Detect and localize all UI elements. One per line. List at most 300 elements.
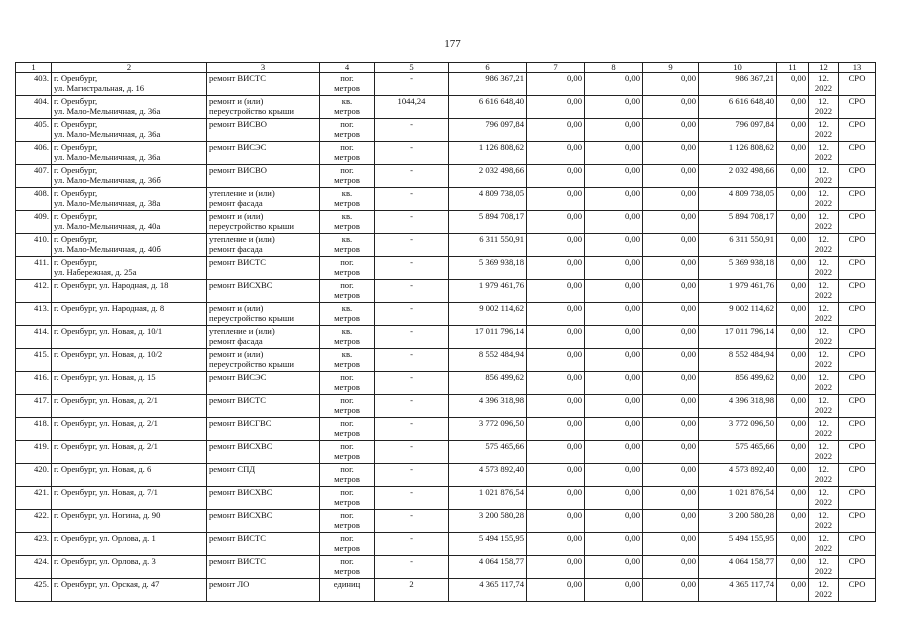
cost-col9-cell: 0,00: [643, 234, 699, 257]
row-number-cell: 412.: [16, 280, 52, 303]
method-cell: СРО: [839, 326, 876, 349]
cost-col10-cell: 575 465,66: [699, 441, 777, 464]
cost-col10-cell: 4 573 892,40: [699, 464, 777, 487]
quantity-cell: -: [375, 142, 449, 165]
quantity-cell: 1044,24: [375, 96, 449, 119]
total-cost-cell: 796 097,84: [449, 119, 527, 142]
cost-col8-cell: 0,00: [585, 73, 643, 96]
address-cell-line: ул. Мало-Мельничная, д. 38а: [54, 198, 161, 208]
cost-col8-cell: 0,00: [585, 96, 643, 119]
column-header: 8: [585, 63, 643, 73]
cost-col9-cell: 0,00: [643, 487, 699, 510]
period-cell-line: 2022: [814, 336, 833, 346]
quantity-cell: -: [375, 372, 449, 395]
unit-cell: [320, 579, 375, 602]
work-type-cell: [207, 142, 320, 165]
period-cell-line: 2022: [814, 428, 833, 438]
work-type-cell-line: ремонт ВИСТС: [209, 73, 267, 83]
unit-cell: [320, 211, 375, 234]
quantity-cell: 2: [375, 579, 449, 602]
unit-cell: [320, 464, 375, 487]
cost-col7-cell: 0,00: [527, 119, 585, 142]
cost-col10-cell: 6 311 550,91: [699, 234, 777, 257]
work-type-cell: [207, 487, 320, 510]
cost-col11-cell: 0,00: [777, 326, 809, 349]
unit-cell-line: кв.: [341, 349, 353, 359]
period-cell-line: 12.: [818, 303, 829, 313]
work-type-cell: [207, 73, 320, 96]
unit-cell-line: кв.: [341, 234, 353, 244]
work-type-cell: [207, 372, 320, 395]
total-cost-cell: 6 311 550,91: [449, 234, 527, 257]
total-cost-cell: 3 772 096,50: [449, 418, 527, 441]
unit-cell: [320, 556, 375, 579]
unit-cell-line: метров: [334, 313, 360, 323]
cost-col9-cell: 0,00: [643, 303, 699, 326]
address-cell-line: ул. Набережная, д. 25а: [54, 267, 137, 277]
method-cell: СРО: [839, 533, 876, 556]
table-row: [16, 142, 876, 165]
method-cell: СРО: [839, 303, 876, 326]
cost-col11-cell: 0,00: [777, 73, 809, 96]
row-number-cell: 416.: [16, 372, 52, 395]
work-type-cell: [207, 234, 320, 257]
cost-col10-cell: 9 002 114,62: [699, 303, 777, 326]
address-cell-line: г. Оренбург, ул. Новая, д. 2/1: [54, 395, 158, 405]
cost-col9-cell: 0,00: [643, 73, 699, 96]
row-number-cell: 415.: [16, 349, 52, 372]
cost-col11-cell: 0,00: [777, 510, 809, 533]
work-type-cell-line: ремонт СПД: [209, 464, 256, 474]
cost-col7-cell: 0,00: [527, 211, 585, 234]
method-cell: СРО: [839, 395, 876, 418]
row-number-cell: 424.: [16, 556, 52, 579]
table-row: [16, 349, 876, 372]
cost-col7-cell: 0,00: [527, 303, 585, 326]
cost-col9-cell: 0,00: [643, 96, 699, 119]
unit-cell-line: метров: [334, 428, 360, 438]
cost-col9-cell: 0,00: [643, 441, 699, 464]
total-cost-cell: 8 552 484,94: [449, 349, 527, 372]
unit-cell: [320, 165, 375, 188]
address-cell-line: г. Оренбург, ул. Новая, д. 10/1: [54, 326, 163, 336]
period-cell-line: 12.: [818, 257, 829, 267]
period-cell-line: 12.: [818, 73, 829, 83]
period-cell: [809, 556, 839, 579]
table-row: [16, 556, 876, 579]
cost-col11-cell: 0,00: [777, 257, 809, 280]
cost-col11-cell: 0,00: [777, 533, 809, 556]
total-cost-cell: 5 369 938,18: [449, 257, 527, 280]
cost-col7-cell: 0,00: [527, 487, 585, 510]
address-cell: [52, 556, 207, 579]
page-number: 177: [444, 38, 461, 50]
cost-col7-cell: 0,00: [527, 418, 585, 441]
unit-cell-line: пог.: [340, 441, 354, 451]
total-cost-cell: 9 002 114,62: [449, 303, 527, 326]
cost-col10-cell: 1 126 808,62: [699, 142, 777, 165]
period-cell-line: 2022: [814, 382, 833, 392]
work-type-cell-line: ремонт ВИСВО: [209, 119, 267, 129]
period-cell: [809, 257, 839, 280]
table-row: [16, 372, 876, 395]
table-row: [16, 510, 876, 533]
unit-cell-line: пог.: [340, 257, 354, 267]
cost-col9-cell: 0,00: [643, 533, 699, 556]
table-row: [16, 487, 876, 510]
quantity-cell: -: [375, 487, 449, 510]
unit-cell-line: метров: [334, 152, 360, 162]
period-cell-line: 12.: [818, 165, 829, 175]
cost-col10-cell: 986 367,21: [699, 73, 777, 96]
row-number-cell: 405.: [16, 119, 52, 142]
cost-col7-cell: 0,00: [527, 257, 585, 280]
address-cell: [52, 119, 207, 142]
period-cell: [809, 418, 839, 441]
cost-col10-cell: 6 616 648,40: [699, 96, 777, 119]
address-cell: [52, 464, 207, 487]
row-number-cell: 410.: [16, 234, 52, 257]
row-number-cell: 422.: [16, 510, 52, 533]
period-cell-line: 2022: [814, 221, 833, 231]
table-row: [16, 418, 876, 441]
cost-col7-cell: 0,00: [527, 96, 585, 119]
period-cell-line: 12.: [818, 96, 829, 106]
column-header: 9: [643, 63, 699, 73]
cost-col11-cell: 0,00: [777, 349, 809, 372]
total-cost-cell: 575 465,66: [449, 441, 527, 464]
address-cell: [52, 280, 207, 303]
work-type-cell-line: ремонт и (или): [209, 349, 264, 359]
total-cost-cell: 4 809 738,05: [449, 188, 527, 211]
cost-col7-cell: 0,00: [527, 165, 585, 188]
cost-col9-cell: 0,00: [643, 464, 699, 487]
address-cell: [52, 326, 207, 349]
unit-cell-line: пог.: [340, 510, 354, 520]
period-cell-line: 12.: [818, 556, 829, 566]
period-cell-line: 12.: [818, 579, 829, 589]
cost-col8-cell: 0,00: [585, 142, 643, 165]
unit-cell-line: пог.: [340, 487, 354, 497]
work-type-cell-line: ремонт ВИСХВС: [209, 280, 273, 290]
table-row: [16, 211, 876, 234]
period-cell-line: 2022: [814, 359, 833, 369]
total-cost-cell: 4 573 892,40: [449, 464, 527, 487]
method-cell: СРО: [839, 510, 876, 533]
unit-cell-line: метров: [334, 497, 360, 507]
cost-col7-cell: 0,00: [527, 142, 585, 165]
cost-col11-cell: 0,00: [777, 280, 809, 303]
row-number-cell: 407.: [16, 165, 52, 188]
period-cell-line: 2022: [814, 543, 833, 553]
period-cell-line: 2022: [814, 198, 833, 208]
period-cell: [809, 372, 839, 395]
address-cell-line: г. Оренбург,: [54, 119, 98, 129]
work-type-cell: [207, 280, 320, 303]
unit-cell: [320, 303, 375, 326]
unit-cell-line: кв.: [341, 96, 353, 106]
period-cell-line: 12.: [818, 510, 829, 520]
table-row: [16, 165, 876, 188]
work-type-cell: [207, 303, 320, 326]
table-row: [16, 280, 876, 303]
work-type-cell-line: ремонт ВИСТС: [209, 533, 267, 543]
unit-cell: [320, 280, 375, 303]
cost-col7-cell: 0,00: [527, 510, 585, 533]
work-type-cell: [207, 533, 320, 556]
method-cell: СРО: [839, 142, 876, 165]
method-cell: СРО: [839, 441, 876, 464]
cost-col8-cell: 0,00: [585, 487, 643, 510]
address-cell: [52, 303, 207, 326]
cost-col11-cell: 0,00: [777, 211, 809, 234]
row-number-cell: 404.: [16, 96, 52, 119]
table-row: [16, 533, 876, 556]
cost-col10-cell: 4 064 158,77: [699, 556, 777, 579]
period-cell-line: 2022: [814, 152, 833, 162]
cost-col8-cell: 0,00: [585, 165, 643, 188]
period-cell: [809, 234, 839, 257]
method-cell: СРО: [839, 165, 876, 188]
cost-col11-cell: 0,00: [777, 188, 809, 211]
row-number-cell: 419.: [16, 441, 52, 464]
cost-col8-cell: 0,00: [585, 372, 643, 395]
work-type-cell-line: ремонт ВИСЭС: [209, 142, 267, 152]
unit-cell-line: метров: [334, 451, 360, 461]
column-number-row: [16, 63, 876, 73]
address-cell-line: г. Оренбург,: [54, 211, 98, 221]
unit-cell: [320, 119, 375, 142]
cost-col8-cell: 0,00: [585, 211, 643, 234]
work-type-cell-line: переустройство крыши: [209, 106, 294, 116]
column-header: 5: [375, 63, 449, 73]
work-type-cell-line: ремонт ВИСВО: [209, 165, 267, 175]
cost-col11-cell: 0,00: [777, 418, 809, 441]
address-cell-line: г. Оренбург, ул. Народная, д. 8: [54, 303, 165, 313]
cost-col11-cell: 0,00: [777, 579, 809, 602]
table-row: [16, 579, 876, 602]
unit-cell: [320, 73, 375, 96]
cost-col9-cell: 0,00: [643, 395, 699, 418]
column-header: 13: [839, 63, 876, 73]
period-cell: [809, 73, 839, 96]
unit-cell-line: пог.: [340, 464, 354, 474]
work-type-cell-line: ремонт и (или): [209, 303, 264, 313]
period-cell-line: 2022: [814, 497, 833, 507]
period-cell-line: 12.: [818, 487, 829, 497]
total-cost-cell: 5 494 155,95: [449, 533, 527, 556]
work-type-cell: [207, 395, 320, 418]
period-cell: [809, 280, 839, 303]
row-number-cell: 409.: [16, 211, 52, 234]
address-cell: [52, 487, 207, 510]
address-cell-line: г. Оренбург,: [54, 188, 98, 198]
cost-col11-cell: 0,00: [777, 96, 809, 119]
cost-col10-cell: 4 396 318,98: [699, 395, 777, 418]
cost-col8-cell: 0,00: [585, 326, 643, 349]
total-cost-cell: 4 396 318,98: [449, 395, 527, 418]
unit-cell-line: пог.: [340, 280, 354, 290]
cost-col11-cell: 0,00: [777, 234, 809, 257]
unit-cell-line: пог.: [340, 142, 354, 152]
quantity-cell: -: [375, 510, 449, 533]
address-cell-line: г. Оренбург, ул. Народная, д. 18: [54, 280, 169, 290]
cost-col7-cell: 0,00: [527, 441, 585, 464]
method-cell: СРО: [839, 556, 876, 579]
row-number-cell: 414.: [16, 326, 52, 349]
period-cell: [809, 441, 839, 464]
cost-col11-cell: 0,00: [777, 556, 809, 579]
period-cell: [809, 349, 839, 372]
method-cell: СРО: [839, 372, 876, 395]
period-cell-line: 12.: [818, 211, 829, 221]
period-cell-line: 2022: [814, 520, 833, 530]
period-cell: [809, 326, 839, 349]
period-cell-line: 12.: [818, 464, 829, 474]
unit-cell: [320, 257, 375, 280]
column-header: 11: [777, 63, 809, 73]
cost-col10-cell: 856 499,62: [699, 372, 777, 395]
address-cell-line: ул. Мало-Мельничная, д. 36а: [54, 106, 161, 116]
cost-col7-cell: 0,00: [527, 395, 585, 418]
cost-col11-cell: 0,00: [777, 441, 809, 464]
cost-col7-cell: 0,00: [527, 556, 585, 579]
work-type-cell-line: переустройство крыши: [209, 313, 294, 323]
cost-col10-cell: 5 894 708,17: [699, 211, 777, 234]
work-type-cell-line: утепление и (или): [209, 188, 275, 198]
period-cell: [809, 165, 839, 188]
unit-cell-line: метров: [334, 474, 360, 484]
unit-cell-line: кв.: [341, 188, 353, 198]
unit-cell-line: кв.: [341, 211, 353, 221]
cost-col8-cell: 0,00: [585, 188, 643, 211]
method-cell: СРО: [839, 188, 876, 211]
cost-col8-cell: 0,00: [585, 234, 643, 257]
total-cost-cell: 2 032 498,66: [449, 165, 527, 188]
table-row: [16, 464, 876, 487]
work-type-cell: [207, 165, 320, 188]
unit-cell: [320, 533, 375, 556]
total-cost-cell: 17 011 796,14: [449, 326, 527, 349]
address-cell: [52, 73, 207, 96]
unit-cell-line: пог.: [340, 556, 354, 566]
work-type-cell: [207, 510, 320, 533]
row-number-cell: 403.: [16, 73, 52, 96]
unit-cell-line: пог.: [340, 73, 354, 83]
unit-cell-line: метров: [334, 106, 360, 116]
total-cost-cell: 1 979 461,76: [449, 280, 527, 303]
unit-cell: [320, 96, 375, 119]
column-header: 6: [449, 63, 527, 73]
cost-col7-cell: 0,00: [527, 372, 585, 395]
cost-col10-cell: 8 552 484,94: [699, 349, 777, 372]
cost-col10-cell: 3 772 096,50: [699, 418, 777, 441]
cost-col10-cell: 5 369 938,18: [699, 257, 777, 280]
work-type-cell-line: ремонт ВИСХВС: [209, 510, 273, 520]
unit-cell: [320, 441, 375, 464]
cost-col10-cell: 2 032 498,66: [699, 165, 777, 188]
address-cell: [52, 349, 207, 372]
address-cell: [52, 441, 207, 464]
total-cost-cell: 5 894 708,17: [449, 211, 527, 234]
period-cell-line: 12.: [818, 372, 829, 382]
work-type-cell: [207, 96, 320, 119]
work-type-cell-line: ремонт фасада: [209, 198, 263, 208]
method-cell: СРО: [839, 73, 876, 96]
cost-col8-cell: 0,00: [585, 533, 643, 556]
method-cell: СРО: [839, 257, 876, 280]
unit-cell-line: кв.: [341, 326, 353, 336]
quantity-cell: -: [375, 418, 449, 441]
cost-col8-cell: 0,00: [585, 349, 643, 372]
address-cell-line: г. Оренбург,: [54, 96, 98, 106]
cost-col9-cell: 0,00: [643, 119, 699, 142]
column-header: 3: [207, 63, 320, 73]
column-header: 4: [320, 63, 375, 73]
address-cell-line: г. Оренбург, ул. Орлова, д. 1: [54, 533, 156, 543]
cost-col9-cell: 0,00: [643, 556, 699, 579]
period-cell: [809, 211, 839, 234]
address-cell: [52, 579, 207, 602]
cost-col9-cell: 0,00: [643, 326, 699, 349]
work-type-cell: [207, 464, 320, 487]
period-cell: [809, 142, 839, 165]
cost-col7-cell: 0,00: [527, 234, 585, 257]
address-cell-line: г. Оренбург,: [54, 142, 98, 152]
address-cell-line: г. Оренбург, ул. Орская, д. 47: [54, 579, 160, 589]
column-header: 2: [52, 63, 207, 73]
table-row: [16, 96, 876, 119]
cost-col9-cell: 0,00: [643, 349, 699, 372]
row-number-cell: 425.: [16, 579, 52, 602]
work-type-cell-line: ремонт фасада: [209, 336, 263, 346]
unit-cell: [320, 510, 375, 533]
method-cell: СРО: [839, 579, 876, 602]
period-cell-line: 12.: [818, 418, 829, 428]
address-cell-line: г. Оренбург,: [54, 165, 98, 175]
period-cell: [809, 119, 839, 142]
cost-col8-cell: 0,00: [585, 119, 643, 142]
work-type-cell-line: ремонт ЛО: [209, 579, 250, 589]
cost-col8-cell: 0,00: [585, 441, 643, 464]
unit-cell-line: метров: [334, 382, 360, 392]
unit-cell-line: метров: [334, 290, 360, 300]
address-cell-line: г. Оренбург, ул. Новая, д. 7/1: [54, 487, 158, 497]
cost-col9-cell: 0,00: [643, 211, 699, 234]
table-row: [16, 234, 876, 257]
period-cell-line: 2022: [814, 474, 833, 484]
quantity-cell: -: [375, 441, 449, 464]
column-header: 10: [699, 63, 777, 73]
unit-cell-line: метров: [334, 566, 360, 576]
work-type-cell-line: ремонт ВИСГВС: [209, 418, 272, 428]
unit-cell: [320, 142, 375, 165]
address-cell-line: ул. Магистральная, д. 16: [54, 83, 145, 93]
unit-cell-line: пог.: [340, 418, 354, 428]
table-row: [16, 257, 876, 280]
row-number-cell: 423.: [16, 533, 52, 556]
method-cell: СРО: [839, 96, 876, 119]
work-type-cell-line: ремонт ВИСТС: [209, 395, 267, 405]
cost-col11-cell: 0,00: [777, 142, 809, 165]
quantity-cell: -: [375, 280, 449, 303]
unit-cell-line: пог.: [340, 119, 354, 129]
unit-cell-line: метров: [334, 336, 360, 346]
period-cell-line: 12.: [818, 441, 829, 451]
row-number-cell: 411.: [16, 257, 52, 280]
cost-col8-cell: 0,00: [585, 303, 643, 326]
work-type-cell: [207, 211, 320, 234]
